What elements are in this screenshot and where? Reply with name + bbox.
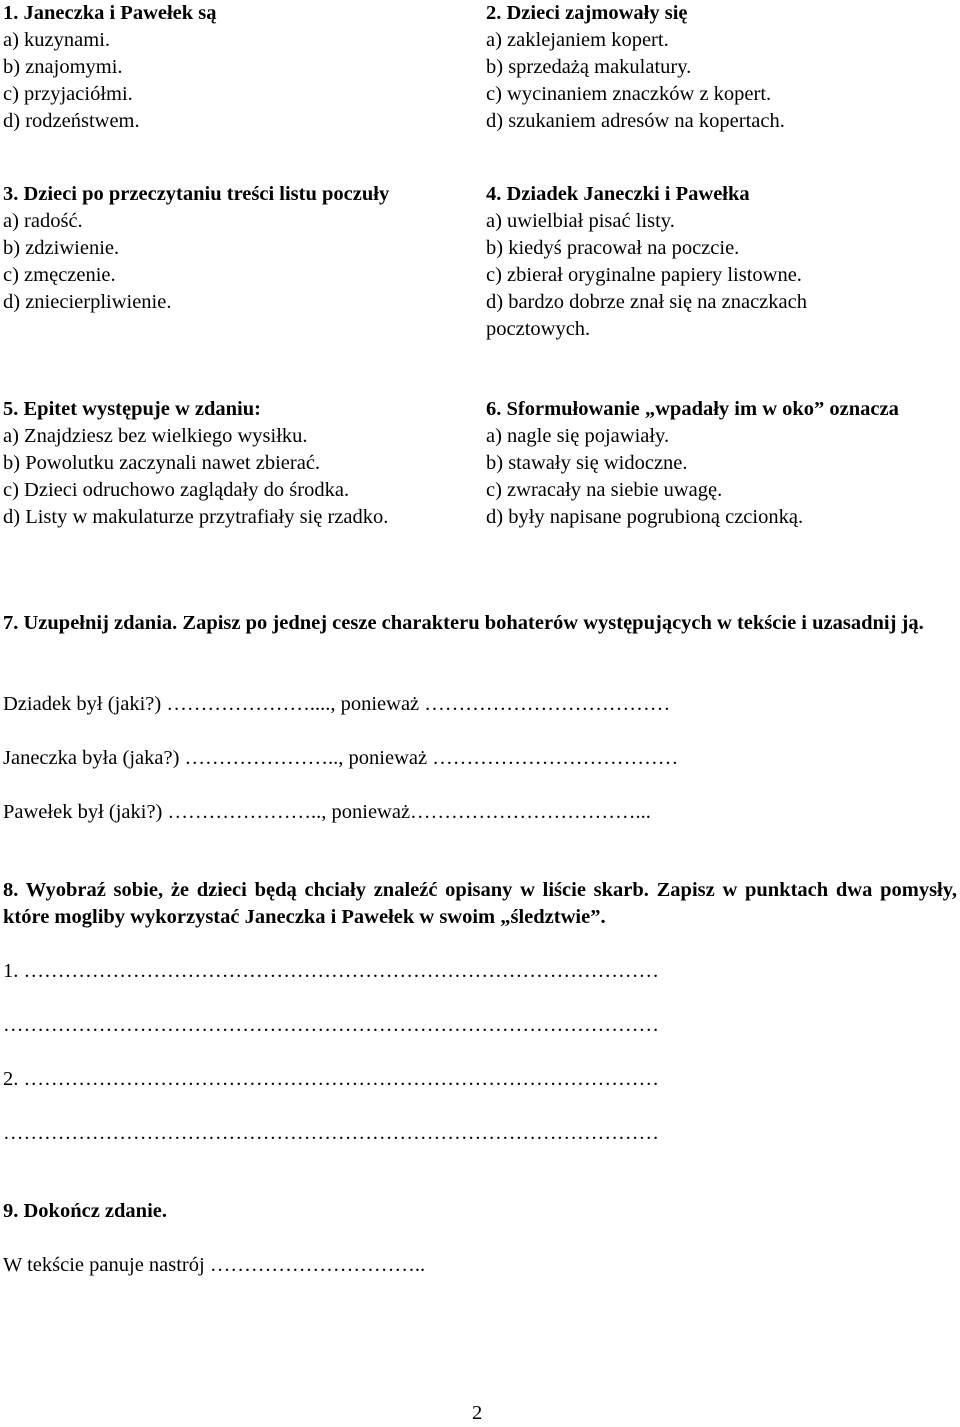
- question-1: [3, 0, 217, 135]
- question-8-answer-2-continued: ……………………………………………………………………………………: [3, 1122, 659, 1144]
- question-4-title: 4. Dziadek Janeczki i Pawełka: [486, 183, 750, 205]
- question-9-title: 9. Dokończ zdanie.: [3, 1200, 167, 1222]
- question-6: [486, 396, 899, 531]
- question-6-option-c: c) zwracały na siebie uwagę.: [486, 479, 723, 501]
- question-5-title: 5. Epitet występuje w zdaniu:: [3, 398, 261, 420]
- question-1-option-b: b) znajomymi.: [3, 56, 123, 78]
- question-5-option-b: b) Powolutku zaczynali nawet zbierać.: [3, 452, 321, 474]
- question-7-line-grandfather: Dziadek był (jaki?) …………………...., ponieważ ………………………………: [3, 693, 671, 715]
- question-8-title: 8. Wyobraź sobie, że dzieci będą chciały znaleźć opisany w liście skarb. Zapisz w punktach dwa pomysły, które mogliby wykorzystać Janeczka i Pawełek w swoim „śledztwie”.: [3, 879, 957, 928]
- question-4-option-b: b) kiedyś pracował na poczcie.: [486, 237, 740, 259]
- question-1-option-c: c) przyjaciółmi.: [3, 83, 133, 105]
- question-8-answer-1: 1. …………………………………………………………………………………: [3, 960, 659, 982]
- question-5-option-a: a) Znajdziesz bez wielkiego wysiłku.: [3, 425, 308, 447]
- question-9-line: W tekście panuje nastrój …………………………..: [3, 1254, 426, 1276]
- question-2-option-b: b) sprzedażą makulatury.: [486, 56, 692, 78]
- question-2-option-d: d) szukaniem adresów na kopertach.: [486, 110, 785, 132]
- question-4-option-c: c) zbierał oryginalne papiery listowne.: [486, 264, 802, 286]
- question-6-title: 6. Sformułowanie „wpadały im w oko” oznacza: [486, 398, 899, 420]
- question-2-title: 2. Dzieci zajmowały się: [486, 2, 688, 24]
- question-8-answer-2: 2. …………………………………………………………………………………: [3, 1068, 659, 1090]
- question-3: [3, 181, 389, 316]
- question-1-title: 1. Janeczka i Pawełek są: [3, 2, 217, 24]
- question-4-option-a: a) uwielbiał pisać listy.: [486, 210, 675, 232]
- question-7-line-janeczka: Janeczka była (jaka?) ………………….., ponieważ ………………………………: [3, 747, 679, 769]
- question-2: [486, 0, 785, 135]
- question-6-option-a: a) nagle się pojawiały.: [486, 425, 670, 447]
- question-3-option-b: b) zdziwienie.: [3, 237, 120, 259]
- question-6-option-b: b) stawały się widoczne.: [486, 452, 688, 474]
- page-number: 2: [472, 1402, 483, 1424]
- question-5-option-d: d) Listy w makulaturze przytrafiały się rzadko.: [3, 506, 389, 528]
- question-6-option-d: d) były napisane pogrubioną czcionką.: [486, 506, 804, 528]
- question-3-option-d: d) zniecierpliwienie.: [3, 291, 172, 313]
- question-5: [3, 396, 388, 531]
- question-2-option-a: a) zaklejaniem kopert.: [486, 29, 669, 51]
- question-1-option-d: d) rodzeństwem.: [3, 110, 140, 132]
- question-3-title: 3. Dzieci po przeczytaniu treści listu poczuły: [3, 183, 390, 205]
- question-7-title: 7. Uzupełnij zdania. Zapisz po jednej cesze charakteru bohaterów występujących w tekście i uzasadnij ją.: [3, 612, 924, 634]
- question-2-option-c: c) wycinaniem znaczków z kopert.: [486, 83, 772, 105]
- question-3-option-a: a) radość.: [3, 210, 83, 232]
- question-1-option-a: a) kuzynami.: [3, 29, 111, 51]
- question-4: [486, 181, 807, 343]
- question-8-answer-1-continued: ……………………………………………………………………………………: [3, 1014, 659, 1036]
- question-5-option-c: c) Dzieci odruchowo zaglądały do środka.: [3, 479, 350, 501]
- question-3-option-c: c) zmęczenie.: [3, 264, 116, 286]
- question-7-line-pawelek: Pawełek był (jaki?) ………………….., ponieważ……………………………...: [3, 801, 651, 823]
- question-4-option-d-continued: pocztowych.: [486, 318, 591, 340]
- question-4-option-d: d) bardzo dobrze znał się na znaczkach: [486, 291, 807, 313]
